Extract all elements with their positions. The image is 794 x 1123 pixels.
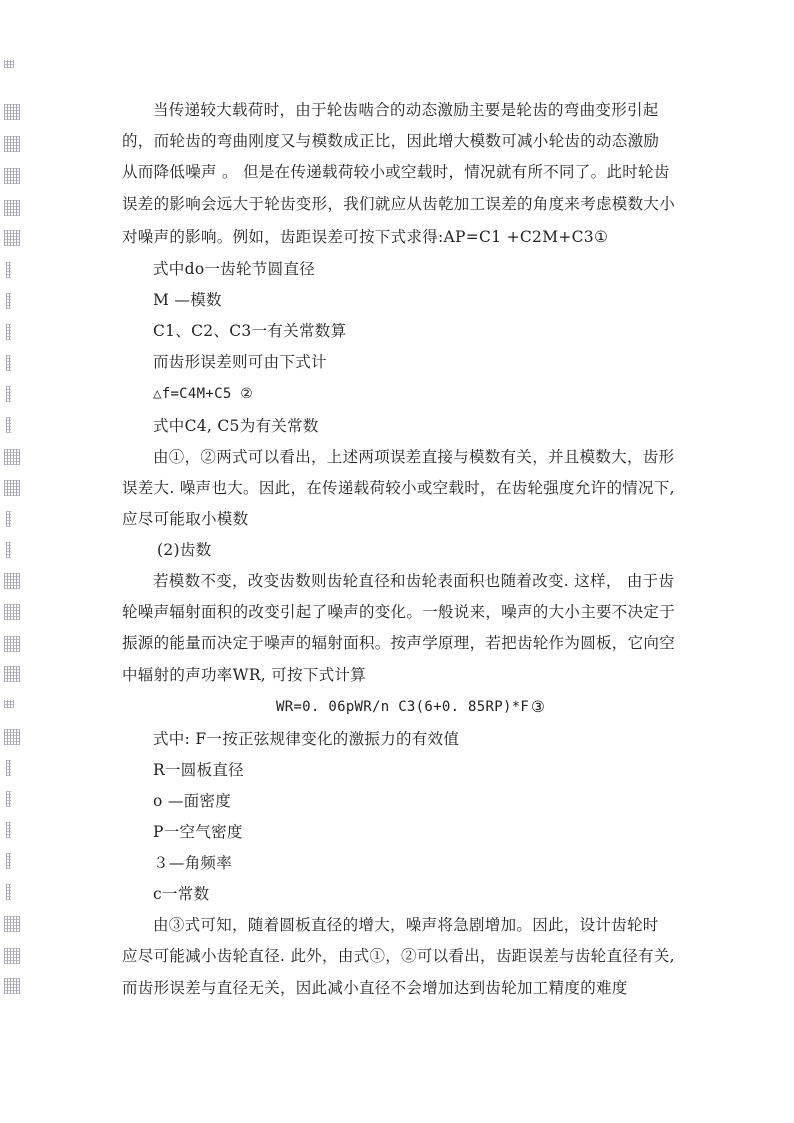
scan-noise-mark bbox=[6, 386, 11, 402]
scan-noise-mark bbox=[4, 200, 20, 216]
scan-noise-mark bbox=[4, 729, 20, 745]
text-line: 若模数不变，改变齿数则齿轮直径和齿轮表面积也随着改变. 这样， 由于齿 bbox=[153, 572, 675, 590]
scan-noise-mark bbox=[4, 978, 20, 994]
text-line: 而齿形误差与直径无关，因此减小直径不会增加达到齿轮加工精度的难度 bbox=[122, 979, 628, 997]
section-heading: (2)齿数 bbox=[157, 541, 212, 559]
scan-noise-mark bbox=[4, 916, 20, 932]
scan-noise-mark bbox=[6, 884, 11, 900]
scan-noise-mark bbox=[6, 853, 11, 869]
scan-noise-mark bbox=[6, 293, 11, 309]
scan-noise-mark bbox=[6, 355, 11, 371]
definition-line: C1、C2、C3一有关常数算 bbox=[153, 322, 347, 340]
definition-line: 式中: F一按正弦规律变化的激振力的有效值 bbox=[153, 730, 460, 748]
definition-line: ３—角频率 bbox=[153, 854, 233, 872]
definition-line: R一圆板直径 bbox=[153, 761, 244, 779]
scan-noise-mark bbox=[6, 791, 11, 807]
text-line: 误差的影响会远大于轮齿变形，我们就应从齿乾加工误差的角度来考虑模数大小 bbox=[122, 195, 676, 213]
scan-noise-mark bbox=[6, 417, 11, 433]
scan-noise-mark bbox=[4, 604, 20, 620]
text-line: 中辐射的声功率WR, 可按下式计算 bbox=[122, 666, 367, 684]
text-line: 当传递较大载荷时，由于轮齿啮合的动态激励主要是轮齿的弯曲变形引起 bbox=[153, 101, 659, 119]
scan-noise-mark bbox=[4, 168, 20, 184]
scan-noise-mark bbox=[6, 822, 11, 838]
scan-noise-mark bbox=[6, 760, 11, 776]
text-line: 由③式可知，随着圆板直径的增大，噪声将急剧增加。因此，设计齿轮时 bbox=[153, 916, 659, 934]
formula-line: 对噪声的影响。例如，齿距误差可按下式求得:AP=C1 +C2M+C3① bbox=[122, 228, 609, 246]
definition-line: o —面密度 bbox=[153, 792, 232, 810]
definition-line: M —模数 bbox=[153, 291, 222, 309]
scan-noise-mark bbox=[4, 636, 20, 652]
scan-noise-mark bbox=[4, 948, 20, 964]
text-line: 轮噪声辐射面积的改变引起了噪声的变化。一般说来，噪声的大小主要不决定于 bbox=[122, 603, 676, 621]
formula-number: ③ bbox=[531, 698, 546, 716]
text-line: 振源的能量而决定于噪声的辐射面积。按声学原理，若把齿轮作为圆板，它向空 bbox=[122, 634, 676, 652]
text-line: 而齿形误差则可由下式计 bbox=[153, 353, 327, 371]
text-line: 应尽可能取小模数 bbox=[122, 510, 249, 528]
text-line: 从而降低噪声 。 但是在传递载荷较小或空载时，情况就有所不同了。此时轮齿 bbox=[122, 163, 670, 181]
definition-line: 式中C4, C5为有关常数 bbox=[153, 417, 319, 435]
scan-noise-mark bbox=[4, 480, 20, 496]
text-line: 误差大. 噪声也大。因此，在传递载荷较小或空载时，在齿轮强度允许的情况下, bbox=[122, 479, 675, 497]
definition-line: P一空气密度 bbox=[153, 823, 243, 841]
scan-noise-mark bbox=[4, 573, 20, 589]
scan-noise-mark bbox=[6, 324, 11, 340]
scan-noise-mark bbox=[6, 262, 11, 278]
scan-noise-mark bbox=[6, 511, 11, 527]
scan-noise-mark bbox=[4, 230, 20, 246]
scan-noise-mark bbox=[4, 136, 20, 152]
formula-line: WR=0. 06pWR/n C3(6+0. 85RP)*F bbox=[276, 699, 530, 715]
text-line: 的，而轮齿的弯曲刚度又与模数成正比，因此增大模数可减小轮齿的动态激励 bbox=[122, 132, 660, 150]
formula-line: △f=C4M+C5 ② bbox=[153, 386, 254, 402]
scan-noise-mark bbox=[4, 449, 20, 465]
scan-noise-mark bbox=[4, 60, 14, 68]
scan-noise-mark bbox=[6, 542, 11, 558]
definition-line: 式中do一齿轮节圆直径 bbox=[153, 260, 316, 278]
scan-noise-mark bbox=[4, 666, 20, 682]
scan-noise-mark bbox=[4, 104, 20, 120]
text-line: 由①，②两式可以看出，上述两项误差直接与模数有关，并且模数大，齿形 bbox=[153, 448, 675, 466]
scan-noise-mark bbox=[4, 700, 14, 708]
definition-line: c一常数 bbox=[153, 885, 210, 903]
text-line: 应尽可能减小齿轮直径. 此外，由式①，②可以看出，齿距误差与齿轮直径有关, bbox=[122, 947, 675, 965]
